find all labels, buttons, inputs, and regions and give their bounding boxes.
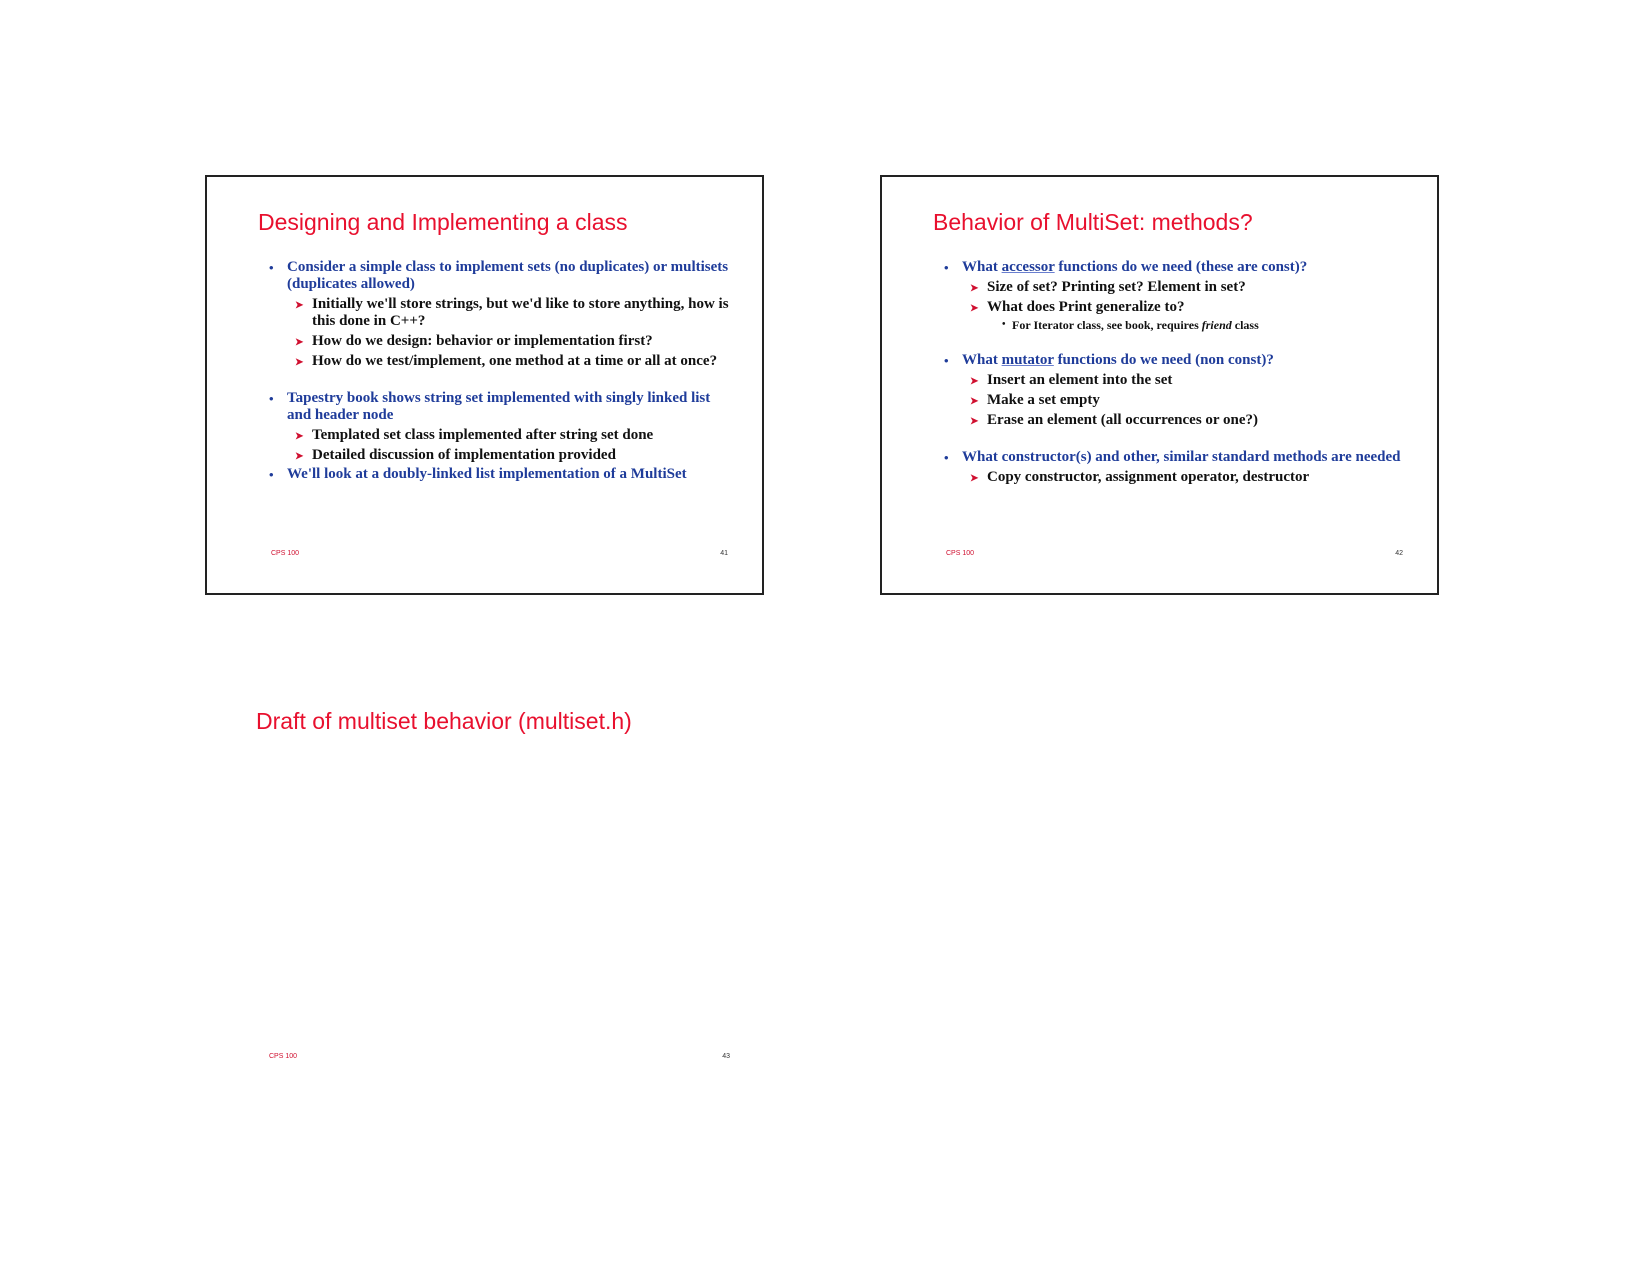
slide-43	[205, 676, 764, 1096]
footer-course: CPS 100	[946, 550, 975, 557]
sub-bullet: ➤ How do we design: behavior or implementation first?	[257, 333, 737, 350]
sub-bullet: ➤ Size of set? Printing set? Element in set?	[932, 279, 1412, 296]
sub-sub-bullet: • For Iterator class, see book, requires friend class	[932, 318, 1412, 332]
sub-bullet: ➤ Insert an element into the set	[932, 372, 1412, 389]
slide-title: Behavior of MultiSet: methods?	[933, 209, 1253, 235]
sub-bullet: ➤ How do we test/implement, one method at a time or all at once?	[257, 353, 737, 370]
sub-bullet: ➤ Initially we'll store strings, but we'd like to store anything, how is this done in C++?	[257, 296, 737, 330]
slide-title: Designing and Implementing a class	[258, 209, 628, 235]
bullet: • What constructor(s) and other, similar standard methods are needed	[932, 449, 1412, 466]
page-number: 42	[1395, 550, 1403, 557]
slide-body	[257, 257, 737, 483]
page-number: 43	[722, 1053, 730, 1060]
sub-bullet: ➤ Copy constructor, assignment operator, destructor	[932, 469, 1412, 486]
slide-title: Draft of multiset behavior (multiset.h)	[256, 708, 632, 734]
sub-bullet: ➤ Erase an element (all occurrences or one?)	[932, 412, 1412, 429]
slide-41	[205, 175, 764, 595]
slide-42	[880, 175, 1439, 595]
slide-body	[932, 257, 1412, 486]
page-number: 41	[720, 550, 728, 557]
sub-bullet: ➤ Detailed discussion of implementation provided	[257, 447, 737, 464]
bullet: • What mutator functions do we need (non const)?	[932, 352, 1412, 369]
bullet: • What accessor functions do we need (these are const)?	[932, 259, 1412, 276]
sub-bullet: ➤ Make a set empty	[932, 392, 1412, 409]
footer-course: CPS 100	[269, 1053, 298, 1060]
sub-bullet: ➤ Templated set class implemented after string set done	[257, 427, 737, 444]
sub-bullet: ➤ What does Print generalize to?	[932, 299, 1412, 316]
bullet: • Consider a simple class to implement sets (no duplicates) or multisets (duplicates allowed)	[257, 259, 737, 293]
bullet: • Tapestry book shows string set implemented with singly linked list and header node	[257, 390, 737, 424]
bullet: • We'll look at a doubly-linked list implementation of a MultiSet	[257, 466, 737, 483]
footer-course: CPS 100	[271, 550, 300, 557]
